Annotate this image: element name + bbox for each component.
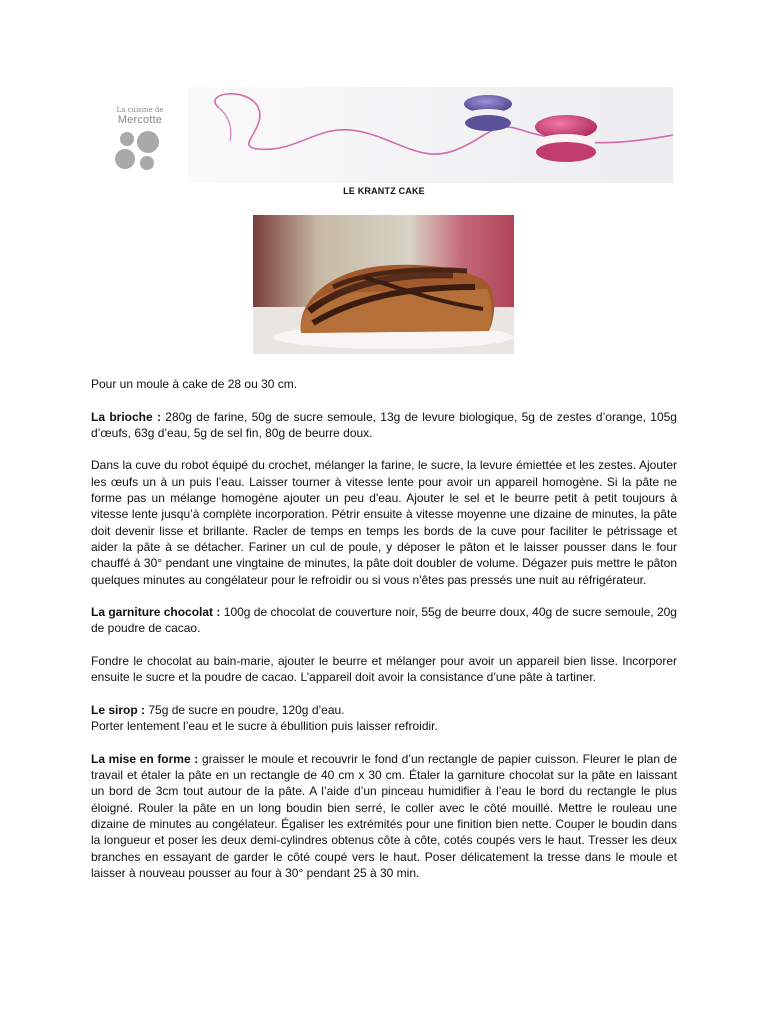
logo-dots bbox=[104, 131, 176, 175]
mercotte-logo bbox=[104, 106, 176, 175]
garniture-method: Fondre le chocolat au bain-marie, ajouter le beurre et mélanger pour avoir un appareil bien lisse. Incorporer ensuite le sucre et la poudre de cacao. L’appareil doit avoir la consistance d’une pâte à tartiner. bbox=[91, 654, 677, 685]
mise-en-forme-section bbox=[91, 751, 677, 881]
logo-tagline: La cuisine de bbox=[116, 106, 164, 114]
krantz-cake-photo bbox=[253, 215, 514, 354]
brioche-heading: La brioche : bbox=[91, 409, 161, 424]
logo-dot bbox=[137, 131, 159, 153]
macaron-banner-art bbox=[188, 87, 673, 183]
recipe-body bbox=[91, 376, 677, 898]
garniture-heading: La garniture chocolat : bbox=[91, 605, 221, 620]
logo-name: Mercotte bbox=[117, 114, 163, 126]
krantz-cake-photo-art bbox=[253, 215, 514, 354]
macaron-banner bbox=[188, 87, 673, 183]
brioche-ingredients-text: 280g de farine, 50g de sucre semoule, 13g de levure biologique, 5g de zestes d’orange, 105g d’œufs, 63g d’eau, 5g de sel fin, 80g de beurre doux. bbox=[91, 409, 677, 440]
sirop-heading: Le sirop : bbox=[91, 702, 146, 717]
garniture-ingredients bbox=[91, 604, 677, 637]
sirop-ingredients-text: 75g de sucre en poudre, 120g d’eau. bbox=[148, 702, 345, 717]
recipe-title: LE KRANTZ CAKE bbox=[343, 186, 425, 196]
sirop-method: Porter lentement l’eau et le sucre à ébullition puis laisser refroidir. bbox=[91, 719, 438, 734]
garniture-ingredients-text: 100g de chocolat de couverture noir, 55g de beurre doux, 40g de sucre semoule, 20g de poudre de cacao. bbox=[91, 605, 677, 636]
sirop-section bbox=[91, 702, 677, 735]
logo-dot bbox=[115, 149, 135, 169]
logo-dot bbox=[120, 132, 134, 146]
brioche-method: Dans la cuve du robot équipé du crochet, mélanger la farine, le sucre, la levure émiettée et les zestes. Ajouter les œufs un à un puis l’eau. Laisser tourner à vitesse lente pour avoir un appareil homogène. Si la pâte ne forme pas un mélange homogène ajouter un peu d'eau. Ajouter le sel et le beurre petit à petit toujours à vitesse lente jusqu’à complète incorporation. Pétrir ensuite à vitesse moyenne une dizaine de minutes, la pâte doit devenir lisse et brillante. Racler de temps en temps les bords de la cuve pour faciliter le pétrissage et aider la pâte à se détacher. Fariner un cul de poule, y déposer le pâton et le laisser pousser dans le four chauffé à 30° pendant une vingtaine de minutes, la pâte doit doubler de volume. Dégazer puis mettre le pâton quelques minutes au congélateur pour le refroidir ou si vous n'êtes pas pressés une nuit au réfrigérateur. bbox=[91, 458, 677, 587]
logo-dot bbox=[140, 156, 154, 170]
mise-en-forme-text: graisser le moule et recouvrir le fond d’un rectangle de papier cuisson. Fleurer le plan de travail et étaler la pâte en un rectangle de 40 cm x 30 cm. Étaler la garniture chocolat sur la pâte en laissant un bord de 3cm tout autour de la pâte. A l’aide d’un pinceau humidifier à l’eau le bord du rectangle le plus éloigné. Rouler la pâte en un long boudin bien serré, le coller avec le côté mouillé. Mettre le rouleau une dizaine de minutes au congélateur. Égaliser les extrémités pour une finition bien nette. Couper le boudin dans la longueur et poser les deux demi-cylindres obtenus côte à côte, cotés coupés vers le haut. Tresser les deux branches en essayant de garder le côté coupé vers le haut. Poser délicatement la tresse dans le moule et laisser à nouveau pousser au four à 30° pendant 25 à 30 min. bbox=[91, 751, 677, 880]
brioche-ingredients bbox=[91, 409, 677, 442]
mise-en-forme-heading: La mise en forme : bbox=[91, 751, 199, 766]
intro-paragraph: Pour un moule à cake de 28 ou 30 cm. bbox=[91, 377, 298, 391]
